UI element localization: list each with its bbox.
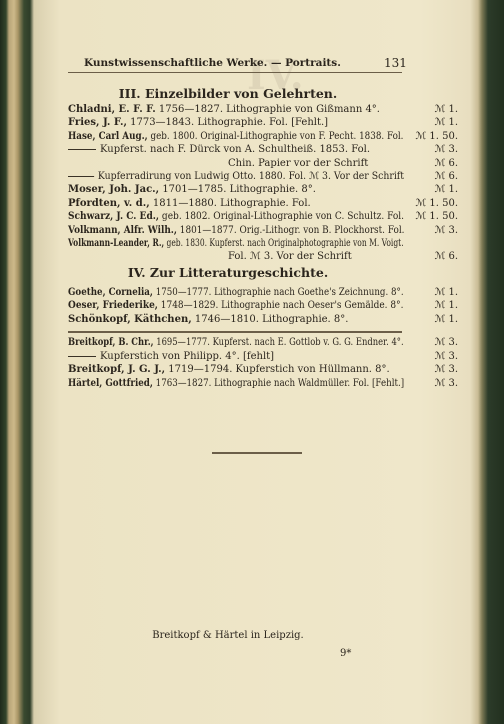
entry-row [68, 337, 404, 349]
entry-name: Moser, Joh. Jac., [68, 184, 160, 196]
show-through-text: IV. [247, 52, 304, 99]
entry-name: Hase, Carl Aug., [68, 130, 148, 142]
entry-name: Chladni, E. F. F. [68, 104, 156, 115]
entry-row [68, 378, 404, 390]
entry-row [68, 144, 370, 156]
entry-price: ℳ 1. 50. [415, 130, 458, 142]
entry-row [68, 198, 311, 210]
running-title: Kunstwissenschaftliche Werke. — Portraits. [84, 57, 341, 69]
entry-price: ℳ 6. [434, 157, 458, 169]
entry-row [68, 104, 380, 116]
entry-price: ℳ 3. [434, 144, 458, 156]
entry-description: 1695—1777. Kupferst. nach E. Gottlob v. G. G. Endner. 4°. [153, 337, 404, 348]
signature-mark: 9* [340, 648, 352, 659]
entry-name: Oeser, Friederike, [68, 300, 158, 312]
entry-price: ℳ 6. [434, 251, 458, 263]
imprint: Breitkopf & Härtel in Leipzig. [152, 630, 304, 641]
entry-row [68, 287, 404, 299]
entry-description: geb. 1830. Kupferst. nach Originalphotographie von M. Voigt. [164, 238, 404, 249]
entry-name: Härtel, Gottfried, [68, 377, 153, 389]
entry-row [228, 251, 352, 263]
entry-row [68, 314, 348, 326]
section-heading-litteratur: IV. Zur Litteraturgeschichte. [127, 265, 329, 280]
entry-description: 1773—1843. Lithographie. Fol. [Fehlt.] [126, 117, 329, 129]
entry-description: 1756—1827. Lithographie von Gißmann 4°. [155, 104, 380, 115]
entry-description: geb. 1800. Original-Lithographie von F. Pecht. 1838. Fol. [147, 130, 404, 142]
header-rule [68, 72, 402, 73]
entry-description: 1719—1794. Kupferstich von Hüllmann. 8°. [165, 364, 390, 376]
entry-description: 1763—1827. Lithographie nach Waldmüller. Fol. [Fehlt.] [152, 377, 405, 389]
entry-price: ℳ 1. 50. [415, 197, 458, 209]
entry-row [68, 117, 328, 129]
entry-row [68, 184, 316, 196]
entry-description: Kupferst. nach F. Dürck von A. Schultheiß. 1853. Fol. [100, 144, 371, 156]
entry-name: Breitkopf, B. Chr., [68, 337, 154, 348]
entry-price: ℳ 1. 50. [415, 211, 458, 223]
entry-price: ℳ 1. [434, 300, 458, 312]
end-rule [212, 452, 302, 454]
group-divider [68, 331, 402, 333]
entry-name: Fries, J. F., [68, 117, 127, 129]
entry-row [68, 300, 403, 312]
entry-name: Schwarz, J. C. Ed., [68, 211, 160, 223]
entry-description: Fol. ℳ 3. Vor der Schrift [228, 251, 352, 263]
entry-name: Volkmann-Leander, R., [68, 238, 165, 249]
entry-price: ℳ 3. [434, 377, 458, 389]
entry-price: ℳ 6. [434, 171, 458, 182]
entry-row [68, 131, 403, 143]
entry-price: ℳ 3. [434, 337, 458, 348]
entry-row [68, 171, 404, 183]
entry-row [68, 211, 404, 223]
ditto-dash [68, 176, 94, 177]
entry-name: Schönkopf, Käthchen, [68, 313, 192, 325]
entry-description: 1746—1810. Lithographie. 8°. [191, 313, 349, 325]
entry-description: 1801—1877. Orig.-Lithogr. von B. Plockhorst. Fol. [176, 224, 405, 236]
entry-description: Chin. Papier vor der Schrift [228, 157, 369, 169]
entry-description: 1701—1785. Lithographie. 8°. [159, 184, 316, 196]
entry-description: 1748—1829. Lithographie nach Oeser's Gemälde. 8°. [157, 300, 404, 312]
entry-description: 1750—1777. Lithographie nach Goethe's Zeichnung. 8°. [152, 287, 404, 298]
page-number: 131 [384, 56, 407, 70]
ditto-dash [68, 149, 96, 150]
entry-price: ℳ 3. [434, 364, 458, 376]
entry-price: ℳ 1. [434, 313, 458, 325]
entry-description: Kupferradirung von Ludwig Otto. 1880. Fol. ℳ 3. Vor der Schrift [97, 171, 405, 182]
entry-row [68, 364, 390, 376]
ditto-dash [68, 356, 96, 357]
entry-row [68, 351, 274, 363]
entry-price: ℳ 1. [434, 184, 458, 196]
entry-price: ℳ 1. [434, 117, 458, 129]
entry-description: geb. 1802. Original-Lithographie von C. Schultz. Fol. [159, 211, 405, 223]
entry-description: Kupferstich von Philipp. 4°. [fehlt] [100, 350, 275, 362]
entry-price: ℳ 1. [434, 287, 458, 298]
book-page [32, 0, 480, 716]
section-heading-gelehrte: III. Einzelbilder von Gelehrten. [118, 86, 338, 101]
entry-price: ℳ 3. [434, 350, 458, 362]
entry-name: Breitkopf, J. G. J., [68, 364, 166, 376]
entry-row [68, 225, 404, 237]
entry-row [68, 238, 404, 250]
entry-name: Volkmann, Alfr. Wilh., [68, 224, 177, 236]
entry-description: 1811—1880. Lithographie. Fol. [149, 197, 311, 209]
entry-name: Pfordten, v. d., [68, 197, 150, 209]
entry-price: ℳ 1. [434, 104, 458, 115]
entry-price: ℳ 3. [434, 224, 458, 236]
entry-row [228, 158, 368, 170]
entry-name: Goethe, Cornelia, [68, 287, 153, 298]
